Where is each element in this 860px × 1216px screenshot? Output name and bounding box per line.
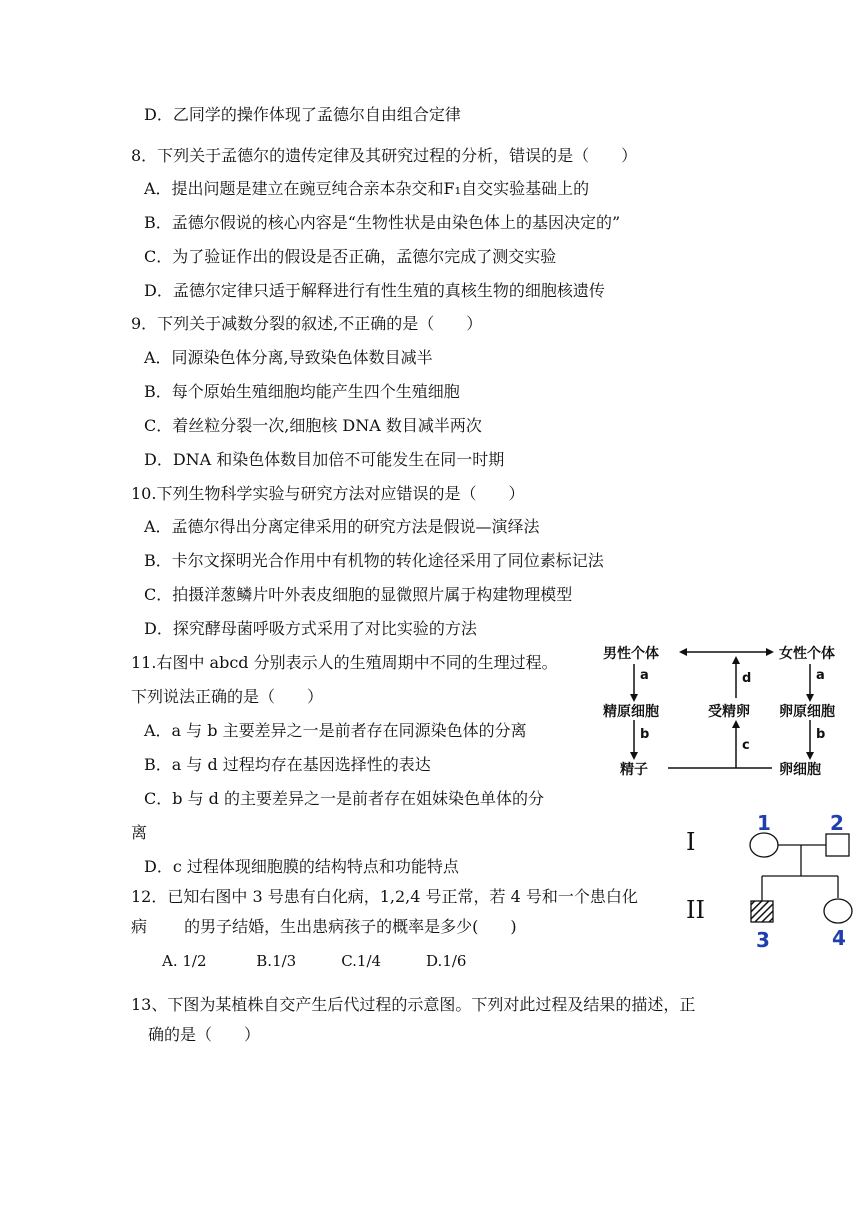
individual-4	[824, 899, 852, 923]
number-3: 3	[756, 928, 770, 952]
label-zygote: 受精卵	[708, 704, 750, 720]
question-12-cont: 病 的男子结婚，生出患病孩子的概率是多少( )	[131, 917, 517, 936]
option-8a: A．提出问题是建立在豌豆纯合亲本杂交和F₁自交实验基础上的	[144, 179, 590, 198]
number-1: 1	[757, 811, 771, 835]
option-8d: D．孟德尔定律只适于解释进行有性生殖的真核生物的细胞核遗传	[144, 281, 605, 300]
number-2: 2	[830, 811, 844, 835]
question-13-cont: 确的是（ ）	[148, 1025, 261, 1044]
option-10d: D．探究酵母菌呼吸方式采用了对比实验的方法	[144, 619, 477, 638]
individual-3-affected	[751, 901, 773, 922]
label-a-female: a	[816, 668, 825, 683]
label-a-male: a	[640, 668, 649, 683]
option-11c-cont: 离	[131, 823, 148, 842]
question-8: 8．下列关于孟德尔的遗传定律及其研究过程的分析，错误的是（ ）	[131, 146, 638, 165]
label-sperm: 精子	[620, 762, 648, 778]
option-11b: B．a 与 d 过程均存在基因选择性的表达	[144, 755, 431, 774]
option-11a: A．a 与 b 主要差异之一是前者存在同源染色体的分离	[144, 721, 527, 740]
label-sperm-mother: 精原细胞	[603, 704, 659, 720]
options-12: A. 1/2 B.1/3 C.1/4 D.1/6	[162, 952, 467, 970]
question-12: 12．已知右图中 3 号患有白化病，1,2,4 号正常，若 4 号和一个患白化	[131, 887, 638, 906]
label-d: d	[742, 671, 752, 686]
option-8b: B．孟德尔假说的核心内容是“生物性状是由染色体上的基因决定的”	[144, 213, 621, 232]
option-11d: D．c 过程体现细胞膜的结构特点和功能特点	[144, 857, 459, 876]
question-11-cont: 下列说法正确的是（ ）	[131, 687, 324, 706]
option-10b: B．卡尔文探明光合作用中有机物的转化途径采用了同位素标记法	[144, 551, 604, 570]
label-egg-mother: 卵原细胞	[779, 704, 835, 720]
question-11: 11.右图中 abcd 分别表示人的生殖周期中不同的生理过程。	[131, 653, 558, 672]
option-9b: B．每个原始生殖细胞均能产生四个生殖细胞	[144, 382, 460, 401]
question-13: 13、下图为某植株自交产生后代过程的示意图。下列对此过程及结果的描述，正	[131, 995, 696, 1014]
option-10a: A．孟德尔得出分离定律采用的研究方法是假说—演绎法	[144, 517, 540, 536]
label-egg: 卵细胞	[779, 762, 821, 778]
option-11c: C．b 与 d 的主要差异之一是前者存在姐妹染色单体的分	[144, 789, 544, 808]
generation-1-label: I	[686, 828, 696, 856]
generation-2-label: II	[686, 896, 705, 924]
label-b-female: b	[816, 727, 826, 742]
option-7d: D．乙同学的操作体现了孟德尔自由组合定律	[144, 105, 461, 124]
question-9: 9．下列关于减数分裂的叙述,不正确的是（ ）	[131, 314, 483, 333]
option-9a: A．同源染色体分离,导致染色体数目减半	[144, 348, 433, 367]
number-4: 4	[832, 926, 846, 950]
option-9d: D．DNA 和染色体数目加倍不可能发生在同一时期	[144, 450, 505, 469]
question-10: 10.下列生物科学实验与研究方法对应错误的是（ ）	[131, 484, 525, 503]
option-9c: C．着丝粒分裂一次,细胞核 DNA 数目减半两次	[144, 416, 482, 435]
label-b-male: b	[640, 727, 650, 742]
individual-1	[750, 833, 778, 857]
label-female: 女性个体	[779, 646, 835, 662]
label-c: c	[742, 738, 750, 753]
option-8c: C．为了验证作出的假设是否正确，孟德尔完成了测交实验	[144, 247, 557, 266]
option-10c: C．拍摄洋葱鳞片叶外表皮细胞的显微照片属于构建物理模型	[144, 585, 573, 604]
label-male: 男性个体	[603, 646, 659, 662]
individual-2	[826, 834, 849, 856]
